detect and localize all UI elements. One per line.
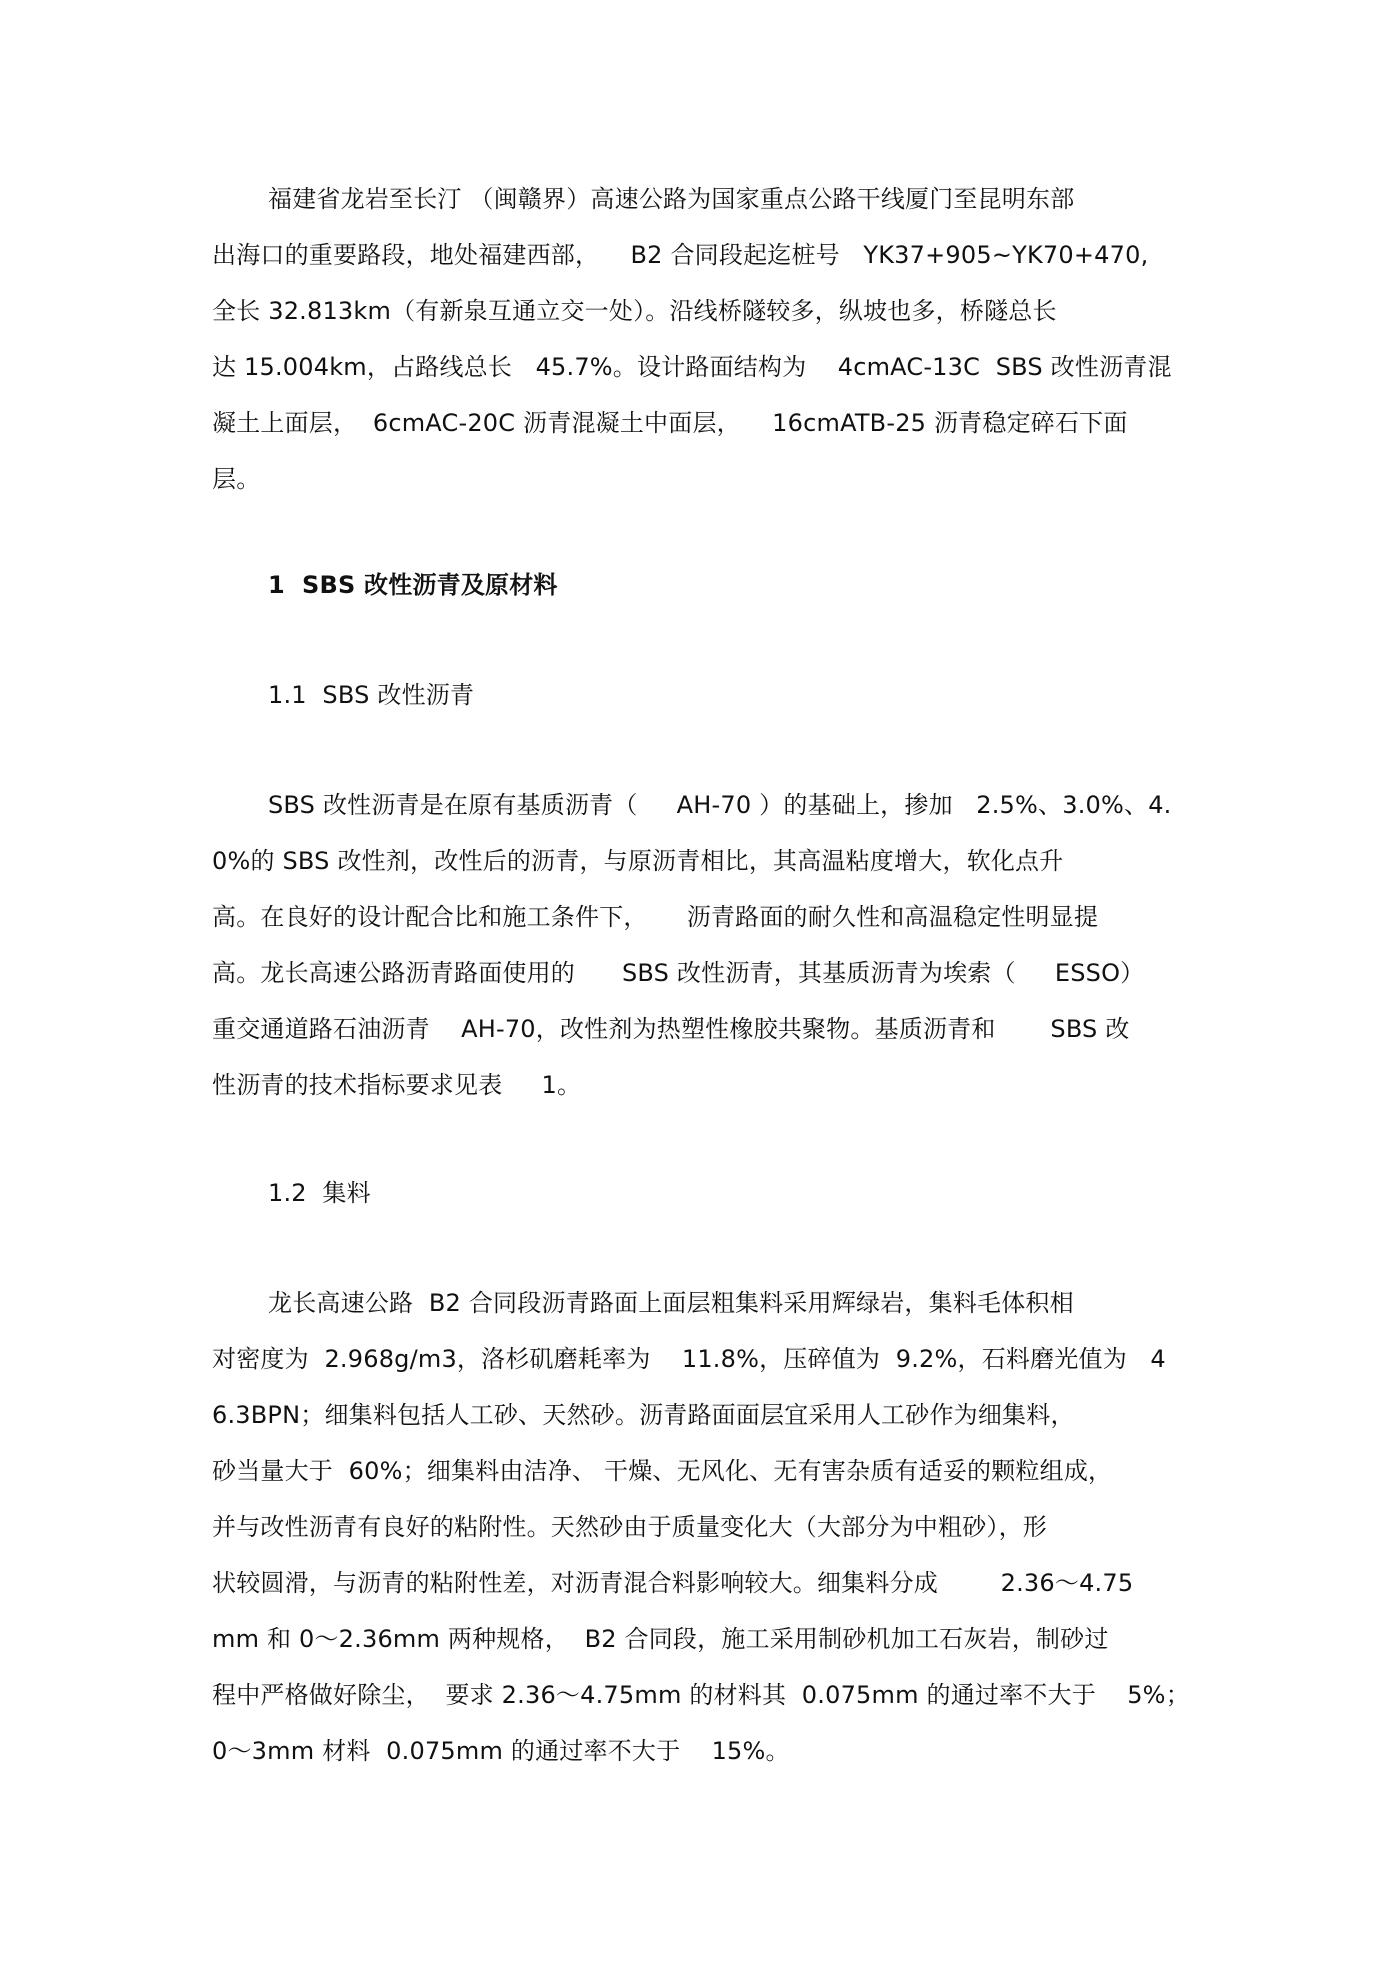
paragraph-3-line-3: 6.3BPN；细集料包括人工砂、天然砂。沥青路面面层宜采用人工砂作为细集料， (212, 1401, 1075, 1429)
paragraph-3-line-9: 0～3mm 材料 0.075mm 的通过率不大于 15%。 (212, 1737, 790, 1765)
paragraph-3-line-2: 对密度为 2.968g/m3，洛杉矶磨耗率为 11.8%，压碎值为 9.2%，石料磨光值为 4 (212, 1345, 1166, 1373)
paragraph-2-line-1: SBS 改性沥青是在原有基质沥青（ AH-70 ）的基础上，掺加 2.5%、3.0%、4. (268, 791, 1172, 819)
paragraph-3-line-4: 砂当量大于 60%；细集料由洁净、 干燥、无风化、无有害杂质有适妥的颗粒组成， (212, 1457, 1113, 1485)
paragraph-1-line-3: 全长 32.813km（有新泉互通立交一处）。沿线桥隧较多，纵坡也多，桥隧总长 (212, 297, 1057, 325)
paragraph-2-line-6: 性沥青的技术指标要求见表 1。 (212, 1071, 582, 1099)
paragraph-2-line-2: 0%的 SBS 改性剂，改性后的沥青，与原沥青相比，其高温粘度增大，软化点升 (212, 847, 1064, 875)
paragraph-1-line-4: 达 15.004km，占路线总长 45.7%。设计路面结构为 4cmAC-13C SBS 改性沥青混 (212, 353, 1172, 381)
section-heading-1: 1 SBS 改性沥青及原材料 (268, 571, 558, 599)
paragraph-1-line-1: 福建省龙岩至长汀 （闽赣界）高速公路为国家重点公路干线厦门至昆明东部 (268, 185, 1075, 213)
section-heading-1-2: 1.2 集料 (268, 1179, 371, 1207)
paragraph-2-line-5: 重交通道路石油沥青 AH-70，改性剂为热塑性橡胶共聚物。基质沥青和 SBS 改 (212, 1015, 1130, 1043)
paragraph-3-line-5: 并与改性沥青有良好的粘附性。天然砂由于质量变化大（大部分为中粗砂），形 (212, 1513, 1047, 1541)
section-heading-1-1: 1.1 SBS 改性沥青 (268, 681, 475, 709)
paragraph-1-line-2: 出海口的重要路段，地处福建西部， B2 合同段起迄桩号 YK37+905~YK70+470, (212, 241, 1149, 269)
paragraph-3-line-8: 程中严格做好除尘， 要求 2.36～4.75mm 的材料其 0.075mm 的通过率不大于 5%； (212, 1681, 1190, 1709)
paragraph-3-line-6: 状较圆滑，与沥青的粘附性差，对沥青混合料影响较大。细集料分成 2.36～4.75 (212, 1569, 1134, 1597)
paragraph-3-line-7: mm 和 0～2.36mm 两种规格， B2 合同段，施工采用制砂机加工石灰岩，制砂过 (212, 1625, 1109, 1653)
paragraph-1-line-5: 凝土上面层， 6cmAC-20C 沥青混凝土中面层， 16cmATB-25 沥青稳定碎石下面 (212, 409, 1128, 437)
paragraph-3-line-1: 龙长高速公路 B2 合同段沥青路面上面层粗集料采用辉绿岩，集料毛体积相 (268, 1289, 1074, 1317)
paragraph-2-line-4: 高。龙长高速公路沥青路面使用的 SBS 改性沥青，其基质沥青为埃索（ ESSO） (212, 959, 1145, 987)
paragraph-1-line-6: 层。 (212, 465, 261, 493)
paragraph-2-line-3: 高。在良好的设计配合比和施工条件下， 沥青路面的耐久性和高温稳定性明显提 (212, 903, 1099, 931)
